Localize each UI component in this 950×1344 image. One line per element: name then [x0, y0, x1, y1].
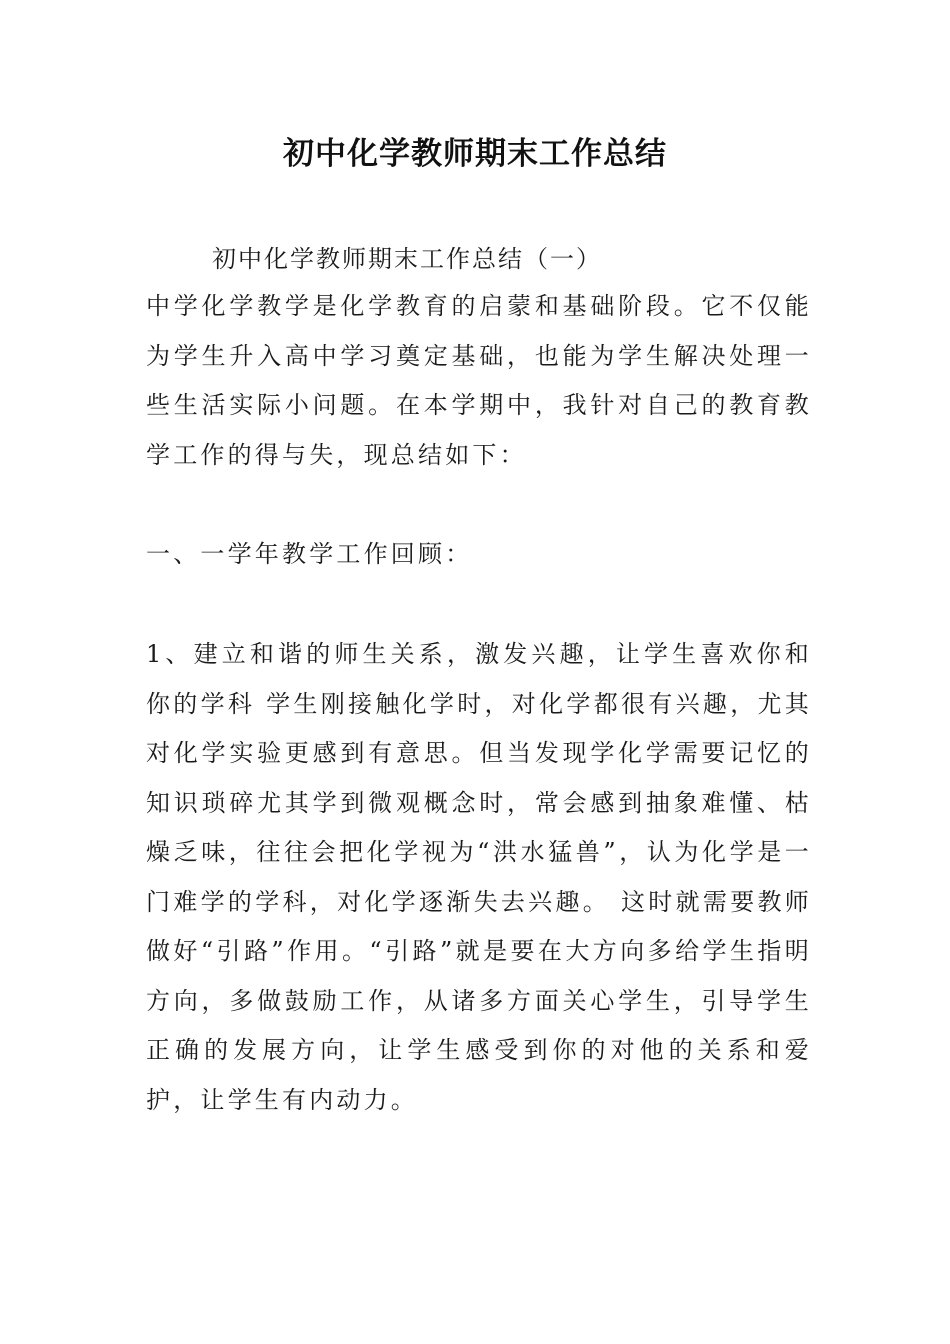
- intro-paragraph: 中学化学教学是化学教育的启蒙和基础阶段。它不仅能为学生升入高中学习奠定基础，也能为学生解决处理一些生活实际小问题。在本学期中，我针对自己的教育教学工作的得与失，现总结如下：: [146, 292, 812, 469]
- document-subtitle: 初中化学教师期末工作总结（一）: [212, 245, 602, 273]
- section-heading: 一、一学年教学工作回顾：: [146, 540, 473, 568]
- document-title: 初中化学教师期末工作总结: [283, 136, 667, 172]
- item-1-paragraph: 1、建立和谐的师生关系，激发兴趣，让学生喜欢你和你的学科 学生刚接触化学时，对化学都很有兴趣，尤其对化学实验更感到有意思。但当发现学化学需要记忆的知识琐碎尤其学到微观概念时，常会感到抽象难懂、枯燥乏味，往往会把化学视为“洪水猛兽”，认为化学是一门难学的学科，对化学逐渐失去兴趣。 这时就需要教师做好“引路”作用。“引路”就是要在大方向多给学生指明方向，多做鼓励工作，从诸多方面关心学生，引导学生正确的发展方向，让学生感受到你的对他的关系和爱护，让学生有内动力。: [146, 640, 812, 1114]
